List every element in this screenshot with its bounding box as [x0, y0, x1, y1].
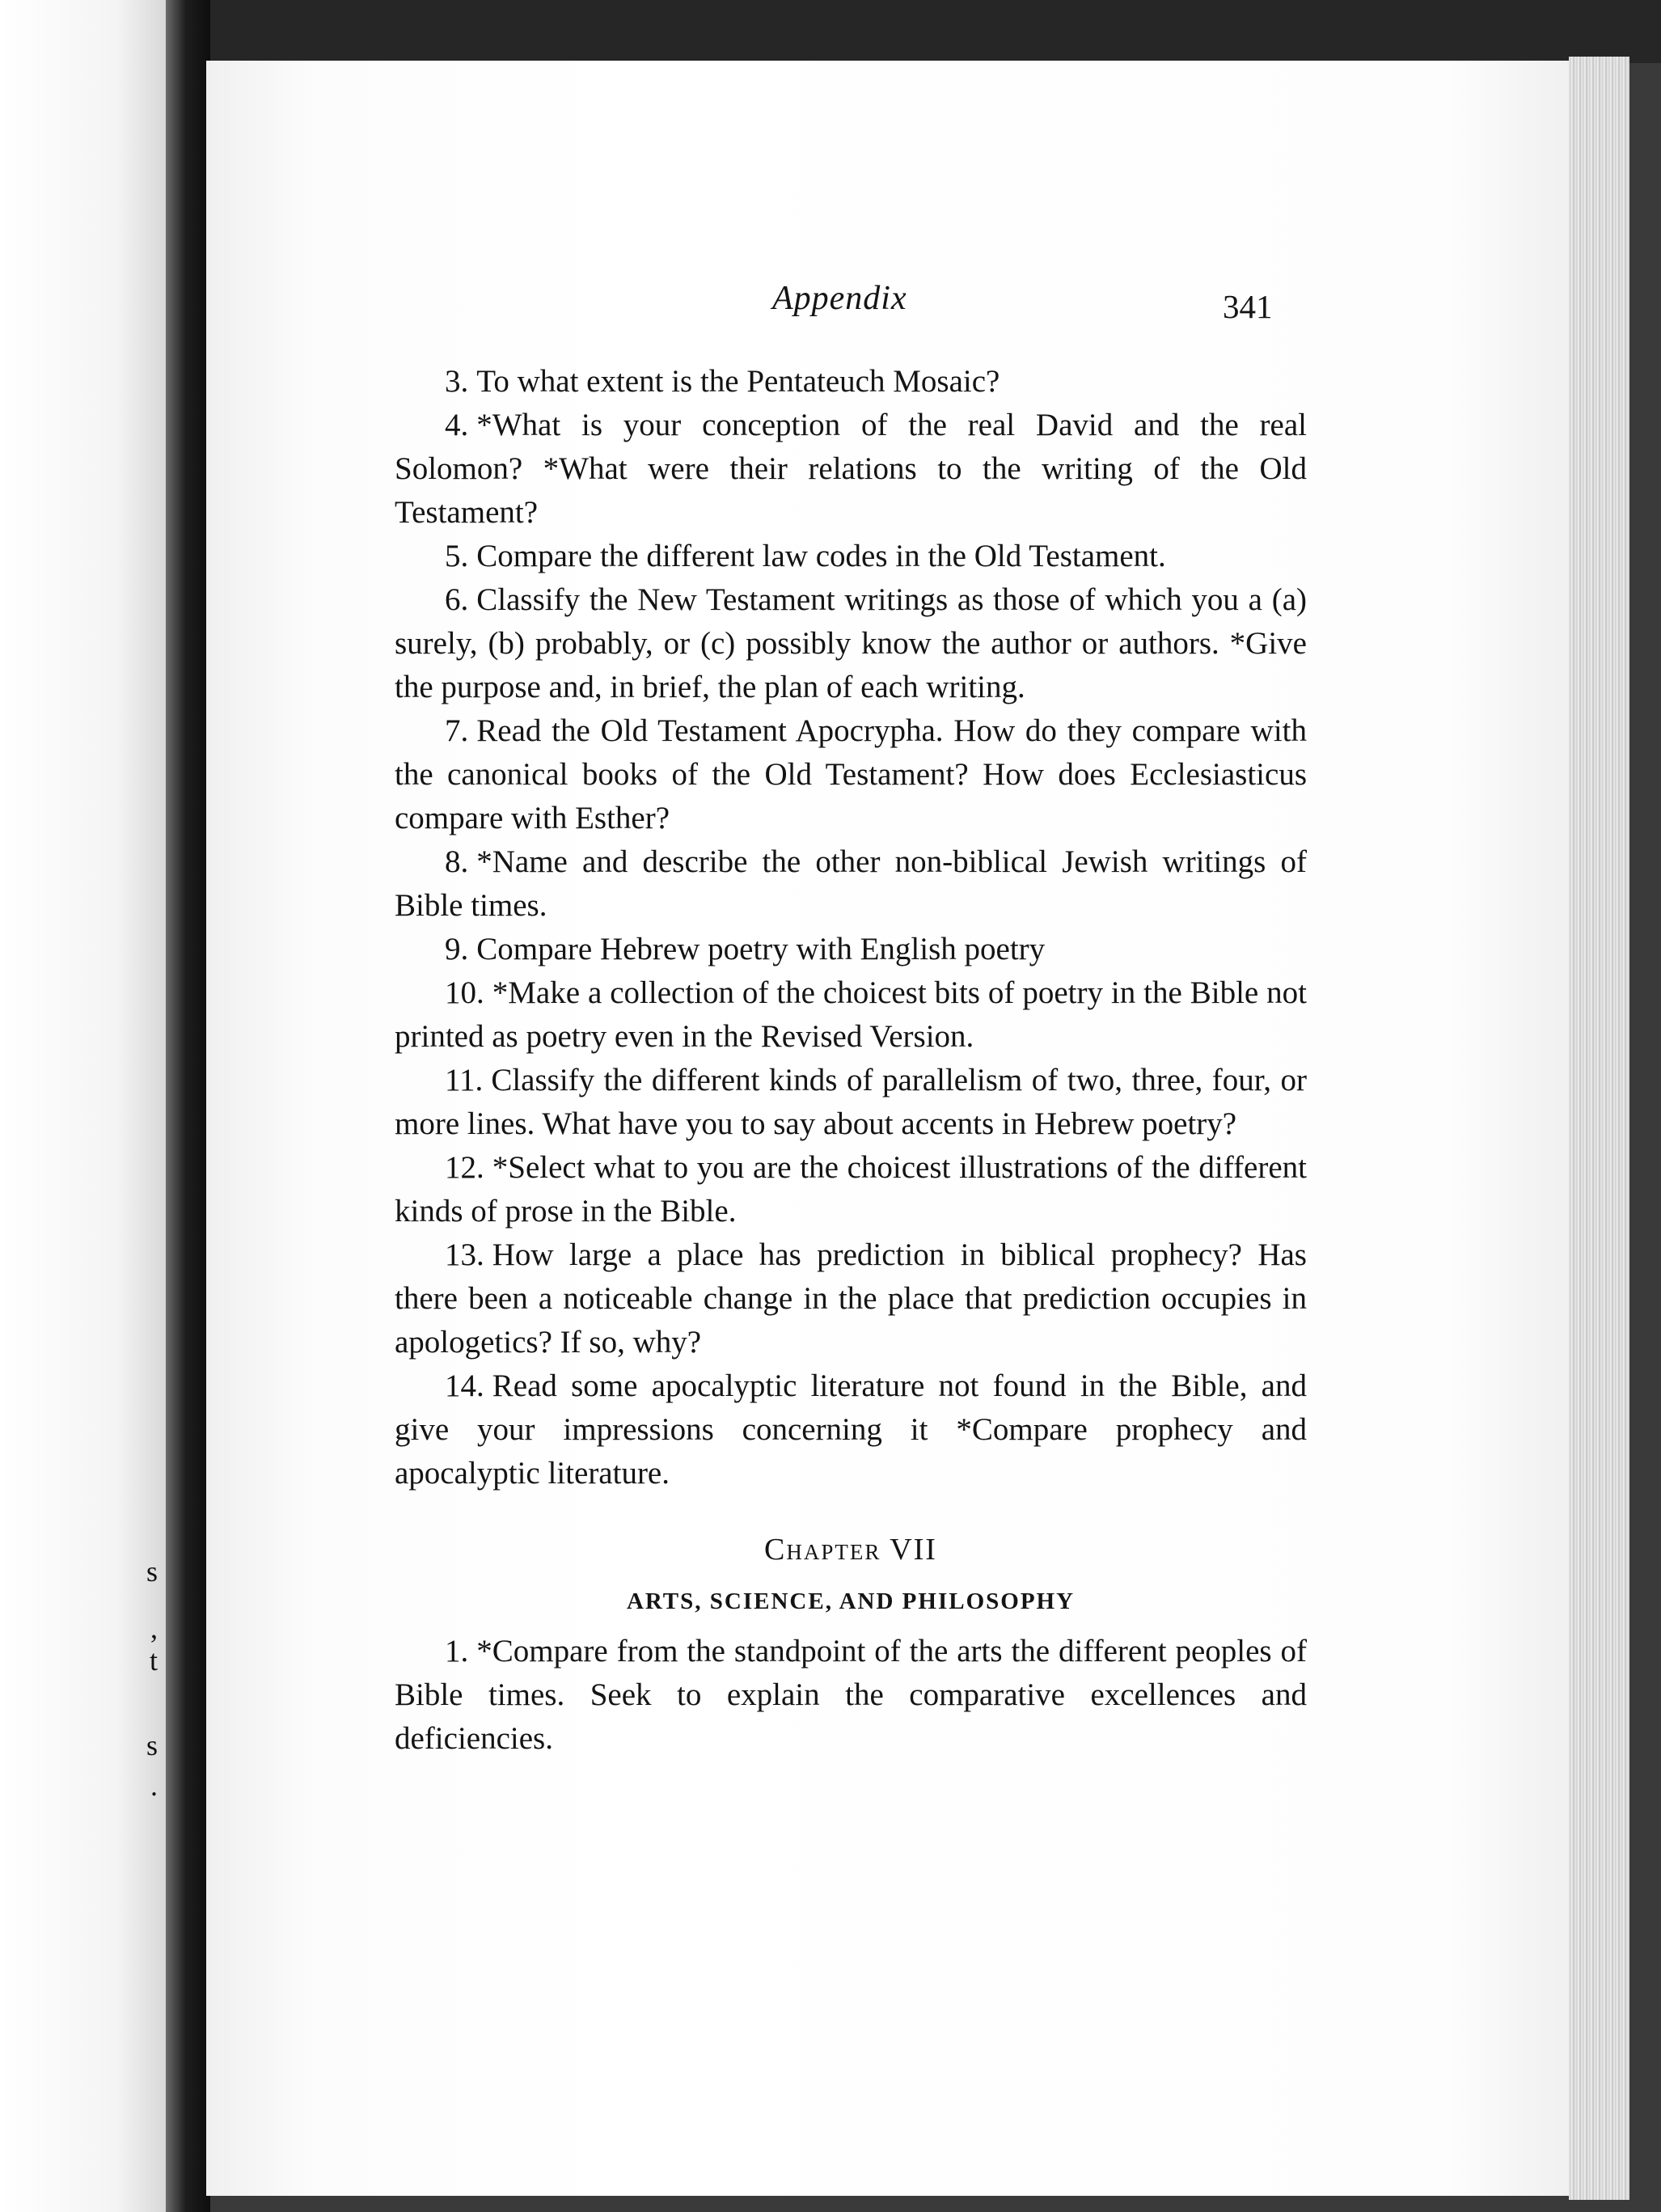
question-item: 10. *Make a collection of the choicest bits of poetry in the Bible not printed as poetry even in the Revised Version. [395, 975, 1307, 1054]
question-item: 1. *Compare from the standpoint of the arts the different peoples of Bible times. Seek to explain the comparative excellences and deficiencies. [395, 1634, 1307, 1756]
question-item: 7. Read the Old Testament Apocrypha. How do they compare with the canonical books of the Old Testament? How does Ecclesiasticus compare with Esther? [395, 713, 1307, 835]
question-item: 12. *Select what to you are the choicest illustrations of the different kinds of prose in the Bible. [395, 1150, 1307, 1229]
book-gutter [166, 0, 210, 2212]
section-heading: ARTS, SCIENCE, AND PHILOSOPHY [626, 1588, 1076, 1614]
chapter-heading: Chapter VII [764, 1533, 937, 1567]
question-item: 9. Compare Hebrew poetry with English poetry [445, 932, 1046, 966]
question-item: 4. *What is your conception of the real David and the real Solomon? *What were their relations to the writing of the Old Testament? [395, 408, 1307, 530]
left-margin-glyph: s [146, 1555, 158, 1588]
question-item: 6. Classify the New Testament writings as those of which you a (a) surely, (b) probably, or (c) possibly know the author or authors. *Give the purpose and, in brief, the plan of each writing. [395, 582, 1307, 704]
page-edges [1569, 57, 1629, 2200]
left-margin-glyph: s [146, 1729, 158, 1762]
question-item: 14. Read some apocalyptic literature not found in the Bible, and give your impressions concerning it *Compare prophecy and apocalyptic literature. [395, 1368, 1307, 1491]
page-body [395, 360, 1307, 1761]
question-item: 13. How large a place has prediction in biblical prophecy? Has there been a noticeable change in the place that prediction occupies in apologetics? If so, why? [395, 1237, 1307, 1360]
left-margin-glyph: , [150, 1612, 158, 1644]
left-margin-glyph: t [149, 1644, 158, 1677]
top-border [210, 0, 1661, 63]
question-item: 11. Classify the different kinds of parallelism of two, three, four, or more lines. What have you to say about accents in Hebrew poetry? [395, 1063, 1307, 1141]
running-header-title: Appendix [772, 280, 907, 317]
question-item: 8. *Name and describe the other non-biblical Jewish writings of Bible times. [395, 844, 1307, 923]
page-number: 341 [1223, 288, 1273, 325]
question-item: 5. Compare the different law codes in the Old Testament. [445, 539, 1166, 573]
question-item: 3. To what extent is the Pentateuch Mosaic? [445, 364, 1000, 399]
left-page-edge [0, 0, 166, 2212]
left-margin-glyph: . [150, 1770, 158, 1802]
